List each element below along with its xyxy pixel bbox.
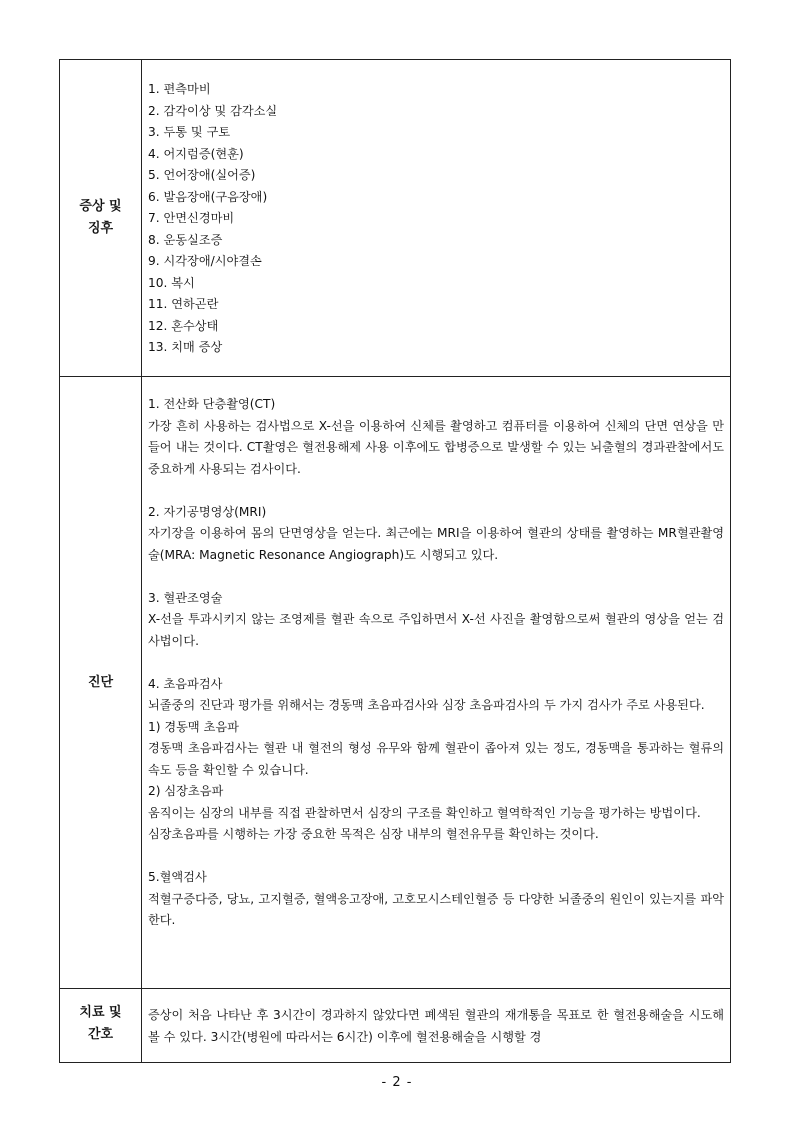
treatment-content-cell — [142, 989, 731, 1063]
angio-title: 3. 혈관조영술 — [148, 590, 223, 605]
treatment-row — [60, 989, 731, 1063]
blood-test-title: 5.혈액검사 — [148, 870, 207, 884]
echo-body-2: 심장초음파를 시행하는 가장 중요한 목적은 심장 내부의 혈전유무를 확인하는 것이다. — [148, 827, 599, 841]
symptoms-content-cell — [142, 60, 731, 377]
echo-body-1: 움직이는 심장의 내부를 직접 관찰하면서 심장의 구조를 확인하고 혈역학적인 기능을 평가하는 방법이다. — [148, 805, 701, 820]
treatment-header-line2: 간호 — [87, 1027, 114, 1042]
symptom-item: 6. 발음장애(구음장애) — [148, 189, 268, 204]
symptom-item: 9. 시각장애/시야결손 — [148, 254, 262, 268]
symptom-item: 8. 운동실조증 — [148, 232, 223, 247]
treatment-header-line1: 치료 및 — [79, 1005, 122, 1020]
symptom-item: 3. 두통 및 구토 — [148, 125, 231, 139]
diagnosis-header: 진단 — [87, 674, 114, 690]
symptom-item: 10. 복시 — [148, 275, 195, 290]
echo-title: 2) 심장초음파 — [148, 784, 224, 798]
page-number: - 2 - — [381, 1075, 413, 1090]
symptom-item: 5. 언어장애(실어증) — [148, 168, 256, 182]
blood-test-body: 적혈구증다증, 당뇨, 고지혈증, 혈액응고장애, 고호모시스테인혈증 등 다양한 뇌졸중의 원인이 있는지를 파악한다. — [148, 891, 724, 927]
carotid-body: 경동맥 초음파검사는 혈관 내 혈전의 형성 유무와 함께 혈관이 좁아져 있는 정도, 경동맥을 통과하는 혈류의 속도 등을 확인할 수 있습니다. — [148, 741, 724, 777]
treatment-body: 증상이 처음 나타난 후 3시간이 경과하지 않았다면 폐색된 혈관의 재개통을 목표로 한 혈전용해술을 시도해 볼 수 있다. 3시간(병원에 따라서는 6시간) 이후에 혈전용해술을 시행할 경 — [148, 1008, 724, 1044]
ct-title: 1. 전산화 단층촬영(CT) — [148, 397, 276, 411]
diagnosis-content-cell — [142, 377, 731, 989]
ultrasound-title: 4. 초음파검사 — [148, 676, 223, 691]
diagnosis-row — [60, 377, 731, 989]
symptom-item: 4. 어지럼증(현훈) — [148, 146, 244, 161]
symptom-item: 12. 혼수상태 — [148, 318, 219, 333]
symptom-item: 11. 연하곤란 — [148, 297, 219, 311]
treatment-header-cell — [60, 989, 142, 1063]
ct-body: 가장 흔히 사용하는 검사법으로 X-선을 이용하여 신체를 촬영하고 컴퓨터를 이용하여 신체의 단면 연상을 만들어 내는 것이다. CT촬영은 혈전용해제 사용 이후에도 합병증으로 발생할 수 있는 뇌출혈의 경과관찰에서도 중요하게 사용되는 검사이다. — [148, 418, 724, 476]
symptoms-header-line1: 증상 및 — [79, 199, 122, 214]
symptom-item: 1. 편측마비 — [148, 82, 211, 96]
mri-title: 2. 자기공명영상(MRI) — [148, 504, 267, 519]
symptom-item: 7. 안면신경마비 — [148, 211, 235, 225]
symptom-item: 13. 치매 증상 — [148, 340, 223, 354]
symptoms-header-cell — [60, 60, 142, 377]
carotid-title: 1) 경동맥 초음파 — [148, 719, 239, 734]
symptom-item: 2. 감각이상 및 감각소실 — [148, 103, 278, 118]
angio-body: X-선을 투과시키지 않는 조영제를 혈관 속으로 주입하면서 X-선 사진을 촬영함으로써 혈관의 영상을 얻는 검사법이다. — [148, 612, 724, 648]
mri-body: 자기장을 이용하여 몸의 단면영상을 얻는다. 최근에는 MRI을 이용하여 혈관의 상태를 촬영하는 MR혈관촬영술(MRA: Magnetic Resonance Angiograph)도 시행되고 있다. — [148, 526, 724, 562]
diagnosis-header-cell — [60, 377, 142, 989]
content-table — [59, 59, 731, 1063]
symptoms-header-line2: 징후 — [87, 221, 114, 236]
ultrasound-body: 뇌졸중의 진단과 평가를 위해서는 경동맥 초음파검사와 심장 초음파검사의 두 가지 검사가 주로 사용된다. — [148, 698, 705, 712]
symptoms-row — [60, 60, 731, 377]
